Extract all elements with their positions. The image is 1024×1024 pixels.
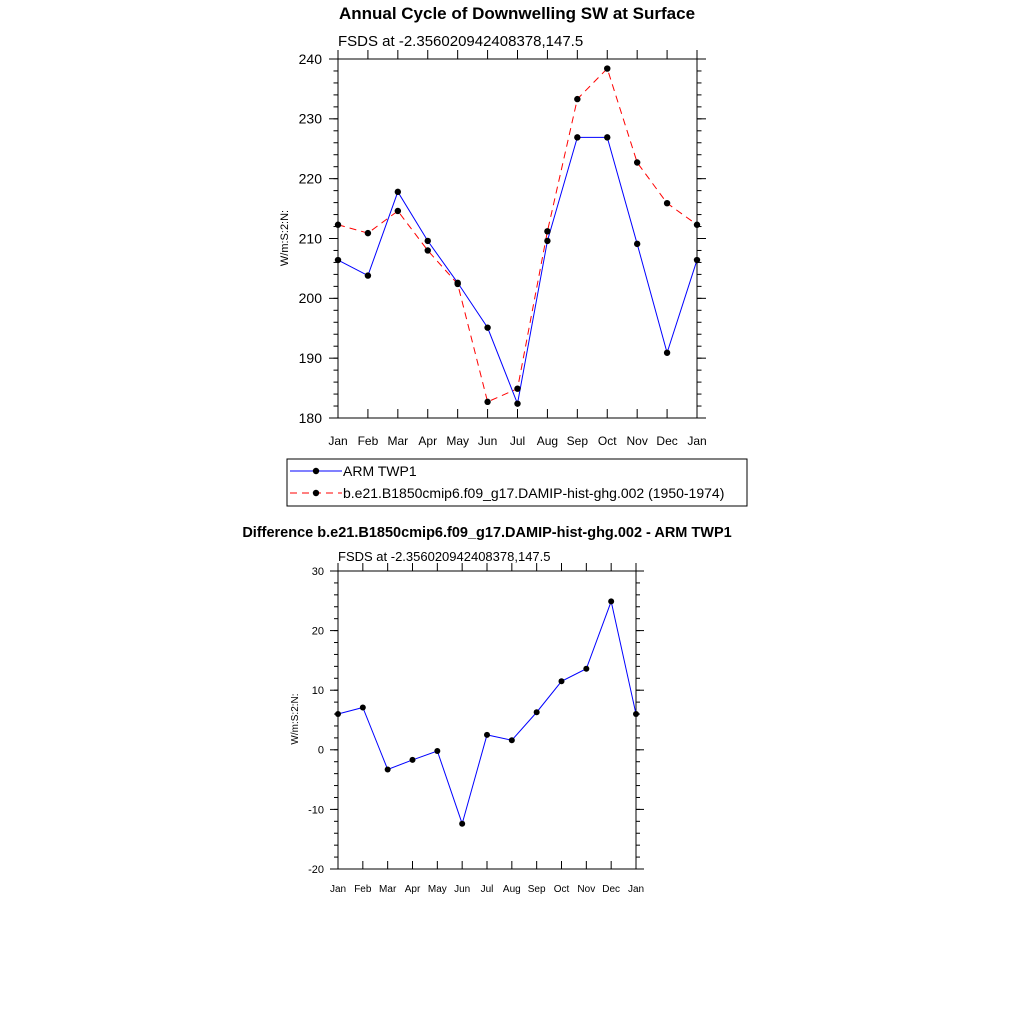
chart1-series-2-point [454, 281, 460, 287]
chart1-series-2-point [694, 222, 700, 228]
chart2-series-1-line [338, 601, 636, 823]
chart1-xtick-label: Jun [477, 434, 498, 448]
legend-marker-series-2 [313, 490, 319, 496]
chart1-ytick-label: 230 [298, 110, 322, 127]
chart1-xtick-label: Jan [687, 434, 707, 448]
chart2-xtick-label: Jun [454, 884, 471, 895]
chart1-series-1-point [694, 257, 700, 263]
chart1-series-1-point [335, 257, 341, 263]
chart1-ytick-label: 200 [298, 290, 322, 307]
chart2-xtick-label: Jan [627, 884, 645, 895]
chart1-series-2-point [365, 230, 371, 236]
chart2-title: Difference b.e21.B1850cmip6.f09_g17.DAMIP-hist-ghg.002 - ARM TWP1 [242, 525, 732, 541]
chart2-ytick-label: -10 [308, 804, 324, 817]
chart2-plot-frame [338, 571, 636, 869]
chart1-series-2-point [604, 65, 610, 71]
chart1-series-2-point [664, 200, 670, 206]
chart1-series-1-point [634, 241, 640, 247]
chart1-axes [299, 50, 707, 448]
chart2-series-1-point [583, 666, 589, 672]
chart1-title: Annual Cycle of Downwelling SW at Surface [338, 4, 696, 23]
chart2-series-group [335, 598, 639, 826]
chart1-xtick-label: May [446, 434, 470, 448]
chart2-xtick-label: Nov [577, 884, 596, 895]
chart1-series-1-point [574, 134, 580, 140]
chart1-legend [287, 459, 747, 506]
chart2-xtick-label: Sep [527, 884, 546, 895]
chart1-xtick-label: Oct [597, 434, 617, 448]
chart1-xtick-label: Sep [566, 434, 589, 448]
legend-marker-series-1 [313, 468, 319, 474]
chart1-ytick-label: 180 [298, 409, 322, 426]
chart2-series-1-point [484, 732, 490, 738]
chart1-subtitle: FSDS at -2.356020942408378,147.5 [338, 33, 584, 50]
chart1-xtick-label: Aug [536, 434, 559, 448]
chart2-xtick-label: Dec [602, 884, 621, 895]
chart2-ytick-label: 30 [311, 565, 324, 578]
chart2-axes [308, 563, 644, 895]
chart2-xtick-label: Feb [354, 884, 372, 895]
difference-chart [242, 525, 731, 895]
chart1-series-2-point [544, 228, 550, 234]
chart2-xtick-label: Aug [502, 884, 521, 895]
chart2-xtick-label: Jul [480, 884, 494, 895]
chart1-ytick-label: 210 [298, 230, 322, 247]
chart1-series-2-point [514, 385, 520, 391]
chart1-xtick-label: Apr [418, 434, 438, 448]
chart2-xtick-label: Jan [329, 884, 347, 895]
chart2-series-1-point [608, 598, 614, 604]
chart2-series-1-point [434, 748, 440, 754]
chart1-series-2-point [484, 399, 490, 405]
chart1-series-1-point [365, 272, 371, 278]
chart2-ytick-label: 10 [311, 685, 324, 698]
chart1-xtick-label: Jul [509, 434, 526, 448]
chart1-series-group [335, 65, 700, 406]
chart1-xtick-label: Feb [357, 434, 379, 448]
chart2-series-1-point [385, 766, 391, 772]
chart1-ylabel: W/m:S:2:N: [279, 209, 291, 267]
chart2-xtick-label: May [427, 884, 447, 895]
chart1-xtick-label: Jan [328, 434, 348, 448]
chart2-series-1-point [633, 711, 639, 717]
chart1-xtick-label: Dec [656, 434, 678, 448]
chart2-subtitle: FSDS at -2.356020942408378,147.5 [338, 549, 551, 564]
legend-label-series-2: b.e21.B1850cmip6.f09_g17.DAMIP-hist-ghg.002 (1950-1974) [343, 485, 725, 501]
chart2-ylabel: W/m:S:2:N: [290, 693, 301, 745]
chart1-series-1-point [604, 134, 610, 140]
chart1-series-1-point [395, 189, 401, 195]
chart2-xtick-label: Apr [404, 884, 421, 895]
chart1-series-1-point [664, 350, 670, 356]
chart1-series-1-point [544, 238, 550, 244]
chart1-series-2-point [574, 96, 580, 102]
chart1-series-1-point [484, 324, 490, 330]
chart1-series-2-point [634, 159, 640, 165]
chart1-series-2-line [338, 69, 697, 402]
chart1-plot-frame [338, 59, 697, 418]
chart2-series-1-point [534, 709, 540, 715]
chart2-series-1-point [509, 737, 515, 743]
chart2-series-1-point [459, 821, 465, 827]
chart2-series-1-point [335, 711, 341, 717]
chart2-xtick-label: Mar [379, 884, 397, 895]
chart1-ytick-label: 190 [298, 350, 322, 367]
chart1-series-1-point [514, 400, 520, 406]
chart1-ytick-label: 240 [298, 50, 322, 67]
chart2-series-1-point [410, 757, 416, 763]
chart2-ytick-label: -20 [308, 863, 324, 876]
chart2-series-1-point [559, 678, 565, 684]
chart1-xtick-label: Nov [626, 434, 648, 448]
chart1-series-2-point [395, 208, 401, 214]
chart1-xtick-label: Mar [387, 434, 409, 448]
chart1-series-2-point [335, 222, 341, 228]
chart1-series-2-point [425, 247, 431, 253]
chart2-xtick-label: Oct [553, 884, 570, 895]
chart2-ytick-label: 20 [311, 625, 324, 638]
chart1-series-1-point [425, 238, 431, 244]
chart1-ytick-label: 220 [298, 170, 322, 187]
annual-cycle-chart [279, 4, 747, 506]
legend-label-series-1: ARM TWP1 [343, 463, 417, 479]
chart2-ytick-label: 0 [317, 744, 324, 757]
chart1-series-1-line [338, 137, 697, 403]
chart2-series-1-point [360, 704, 366, 710]
